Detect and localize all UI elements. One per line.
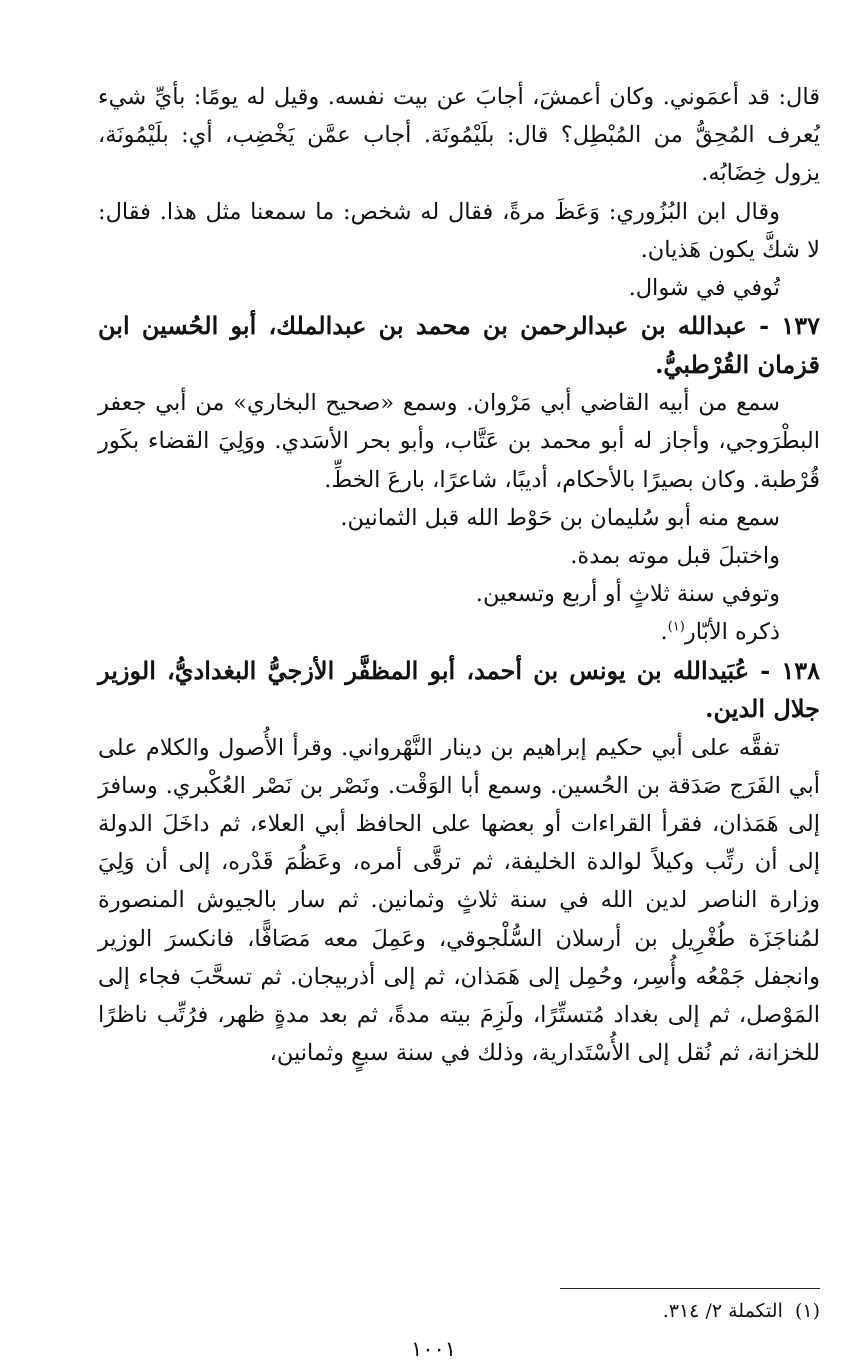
entry138-paragraph-1: تفقَّه على أبي حكيم إبراهيم بن دينار النَّهْرواني. وقرأ الأُصول والكلام على أبي الفَرَج صَدَقة بن الحُسين. وسمع أبا الوَقْت. ونَصْر بن نَصْر العُكْبري. وسافرَ إلى هَمَذان، فقرأ القراءات أو بعضها على الحافظ أبي العلاء، ثم داخَلَ الدولة إلى أن رتِّب وكيلاً لوالدة الخليفة، ثم ترقَّى أمره، وعَظُمَ قَدْره، إلى أن وَلِيَ وزارة الناصر لدين الله في سنة ثلاثٍ وثمانين. ثم سار بالجيوش المنصورة لمُناجَزَة طُغْرِيل بن أرسلان السُّلْجوقي، وعَمِلَ معه مَصَافًّا، فانكسرَ الوزير وانجفل جَمْعُه وأُسِر، وحُمِل إلى هَمَذان، ثم إلى أذربيجان. ثم تسحَّبَ فجاء إلى المَوْصل، ثم إلى بغداد مُتستِّرًا، ولَزِمَ بيته مدةً، ثم بعد مدةٍ ظهر، فرُتِّب ناظرًا للخزانة، ثم نُقل إلى الأُسْتَدارية، وذلك في سنة سبعٍ وثمانين، bbox=[98, 734, 820, 1067]
entry137-paragraph-3: واختبلَ قبل موته بمدة. bbox=[570, 543, 780, 570]
footnote-text: التكملة ٢/ ٣١٤. bbox=[662, 1300, 783, 1322]
entry137-paragraph-5 bbox=[98, 613, 820, 651]
entry137-source-text: ذكره الأبّار bbox=[684, 619, 780, 646]
page-number: ١٠٠١ bbox=[410, 1337, 457, 1361]
entry136-paragraph-2: وقال ابن البُزُوري: وَعَظَ مرةً، فقال له شخص: ما سمعنا مثل هذا. فقال: لا شكَّ يكون هَذيان. bbox=[98, 198, 820, 263]
entry136-paragraph-3: تُوفي في شوال. bbox=[628, 275, 780, 302]
entry136-paragraph-1: قال: قد أعمَوني. وكان أعمشَ، أجابَ عن بيت نفسه. وقيل له يومًا: بأيِّ شيء يُعرف المُحِقُّ من المُبْطِل؟ قال: بلَيْمُونَة. أجاب عمَّن يَخْضِب، أي: بلَيْمُونَة، يزول خِضَابُه. bbox=[98, 84, 820, 187]
entry137-title: عبدالله بن عبدالرحمن بن محمد بن عبدالملك، أبو الحُسين ابن قزمان القُرْطبيُّ. bbox=[98, 311, 820, 379]
entry138-number: ١٣٨ - bbox=[760, 655, 820, 685]
footnote-divider bbox=[560, 1288, 820, 1289]
entry137-paragraph-2: سمع منه أبو سُليمان بن حَوْط الله قبل الثمانين. bbox=[340, 504, 780, 531]
entry137-source-end: . bbox=[660, 619, 668, 646]
entry137-number: ١٣٧ - bbox=[759, 311, 821, 341]
page-body bbox=[98, 78, 820, 1072]
entry137-paragraph-4: وتوفي سنة ثلاثٍ أو أربع وتسعين. bbox=[475, 581, 780, 608]
entry137-heading bbox=[98, 307, 820, 384]
footnote-reference: (١) bbox=[667, 619, 685, 635]
footnote bbox=[98, 1296, 820, 1326]
footnote-marker: (١) bbox=[794, 1300, 820, 1322]
entry138-heading bbox=[98, 652, 820, 729]
entry137-paragraph-1: سمع من أبيه القاضي أبي مَرْوان. وسمع «صحيح البخاري» من أبي جعفر البطْرَوجي، وأجاز له أبو محمد بن عَتَّاب، وأبو بحر الأسَدي. ووَلِيَ القضاء بكَور قُرْطبة. وكان بصيرًا بالأحكام، أديبًا، شاعرًا، بارعَ الخطِّ. bbox=[98, 390, 820, 493]
entry138-title: عُبَيدالله بن يونس بن أحمد، أبو المظفَّر الأزجيُّ البغداديُّ، الوزير جلال الدين. bbox=[98, 655, 820, 724]
